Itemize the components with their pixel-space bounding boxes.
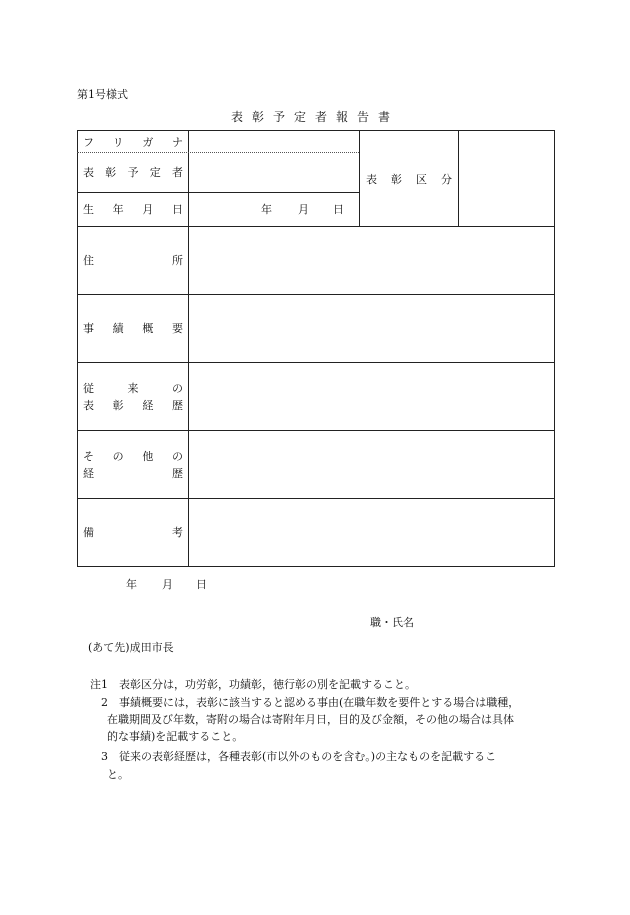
birth-month-unit: 月 (298, 203, 309, 216)
category-left-divider (359, 130, 360, 226)
award-category-label: 表 彰 区 分 (366, 173, 452, 186)
report-year-unit: 年 (126, 578, 137, 591)
note-2-line2: 在職期間及び年数，寄附の場合は寄附年月日，目的及び金額，その他の場合は具体 (107, 713, 514, 726)
remarks-label: 備 考 (83, 526, 183, 539)
row-line (77, 192, 359, 193)
birth-date-label: 生 年 月 日 (83, 203, 183, 216)
row-line (77, 498, 555, 499)
past-awards-label-line2: 表 彰 経 歴 (83, 399, 183, 412)
birth-day-unit: 日 (333, 203, 344, 216)
row-line (77, 294, 555, 295)
note-3-line1: 3 従来の表彰経歴は，各種表彰(市以外のものを含む。)の主なものを記載するこ (101, 750, 497, 763)
note-1: 注1 表彰区分は，功労彰，功績彰，徳行彰の別を記載すること。 (90, 678, 416, 691)
category-right-divider (458, 130, 459, 226)
row-line (77, 226, 555, 227)
report-month-unit: 月 (162, 578, 173, 591)
report-form-table (77, 130, 555, 567)
addressee: (あて先)成田市長 (88, 641, 174, 654)
other-history-label-line1: そ の 他 の (83, 450, 183, 463)
form-number: 第1号様式 (77, 88, 128, 101)
achievements-label: 事 績 概 要 (83, 322, 183, 335)
furigana-dotted-line (77, 152, 359, 153)
note-3-line2: と。 (107, 768, 129, 781)
address-label: 住 所 (83, 254, 183, 267)
birth-year-unit: 年 (261, 203, 272, 216)
note-2-line3: 的な事績)を記載すること。 (107, 730, 244, 743)
label-column-divider (188, 130, 189, 567)
past-awards-label-line1: 従 来 の (83, 382, 183, 395)
signature-label: 職・氏名 (370, 616, 414, 629)
furigana-label: フ リ ガ ナ (83, 136, 183, 149)
report-day-unit: 日 (196, 578, 207, 591)
note-2-line1: 2 事績概要には，表彰に該当すると認める事由(在職年数を要件とする場合は職種， (101, 696, 520, 709)
form-title: 表彰予定者報告書 (230, 110, 399, 124)
other-history-label-line2: 経 歴 (83, 467, 183, 480)
row-line (77, 362, 555, 363)
row-line (77, 430, 555, 431)
nominee-label: 表 彰 予 定 者 (83, 166, 183, 179)
